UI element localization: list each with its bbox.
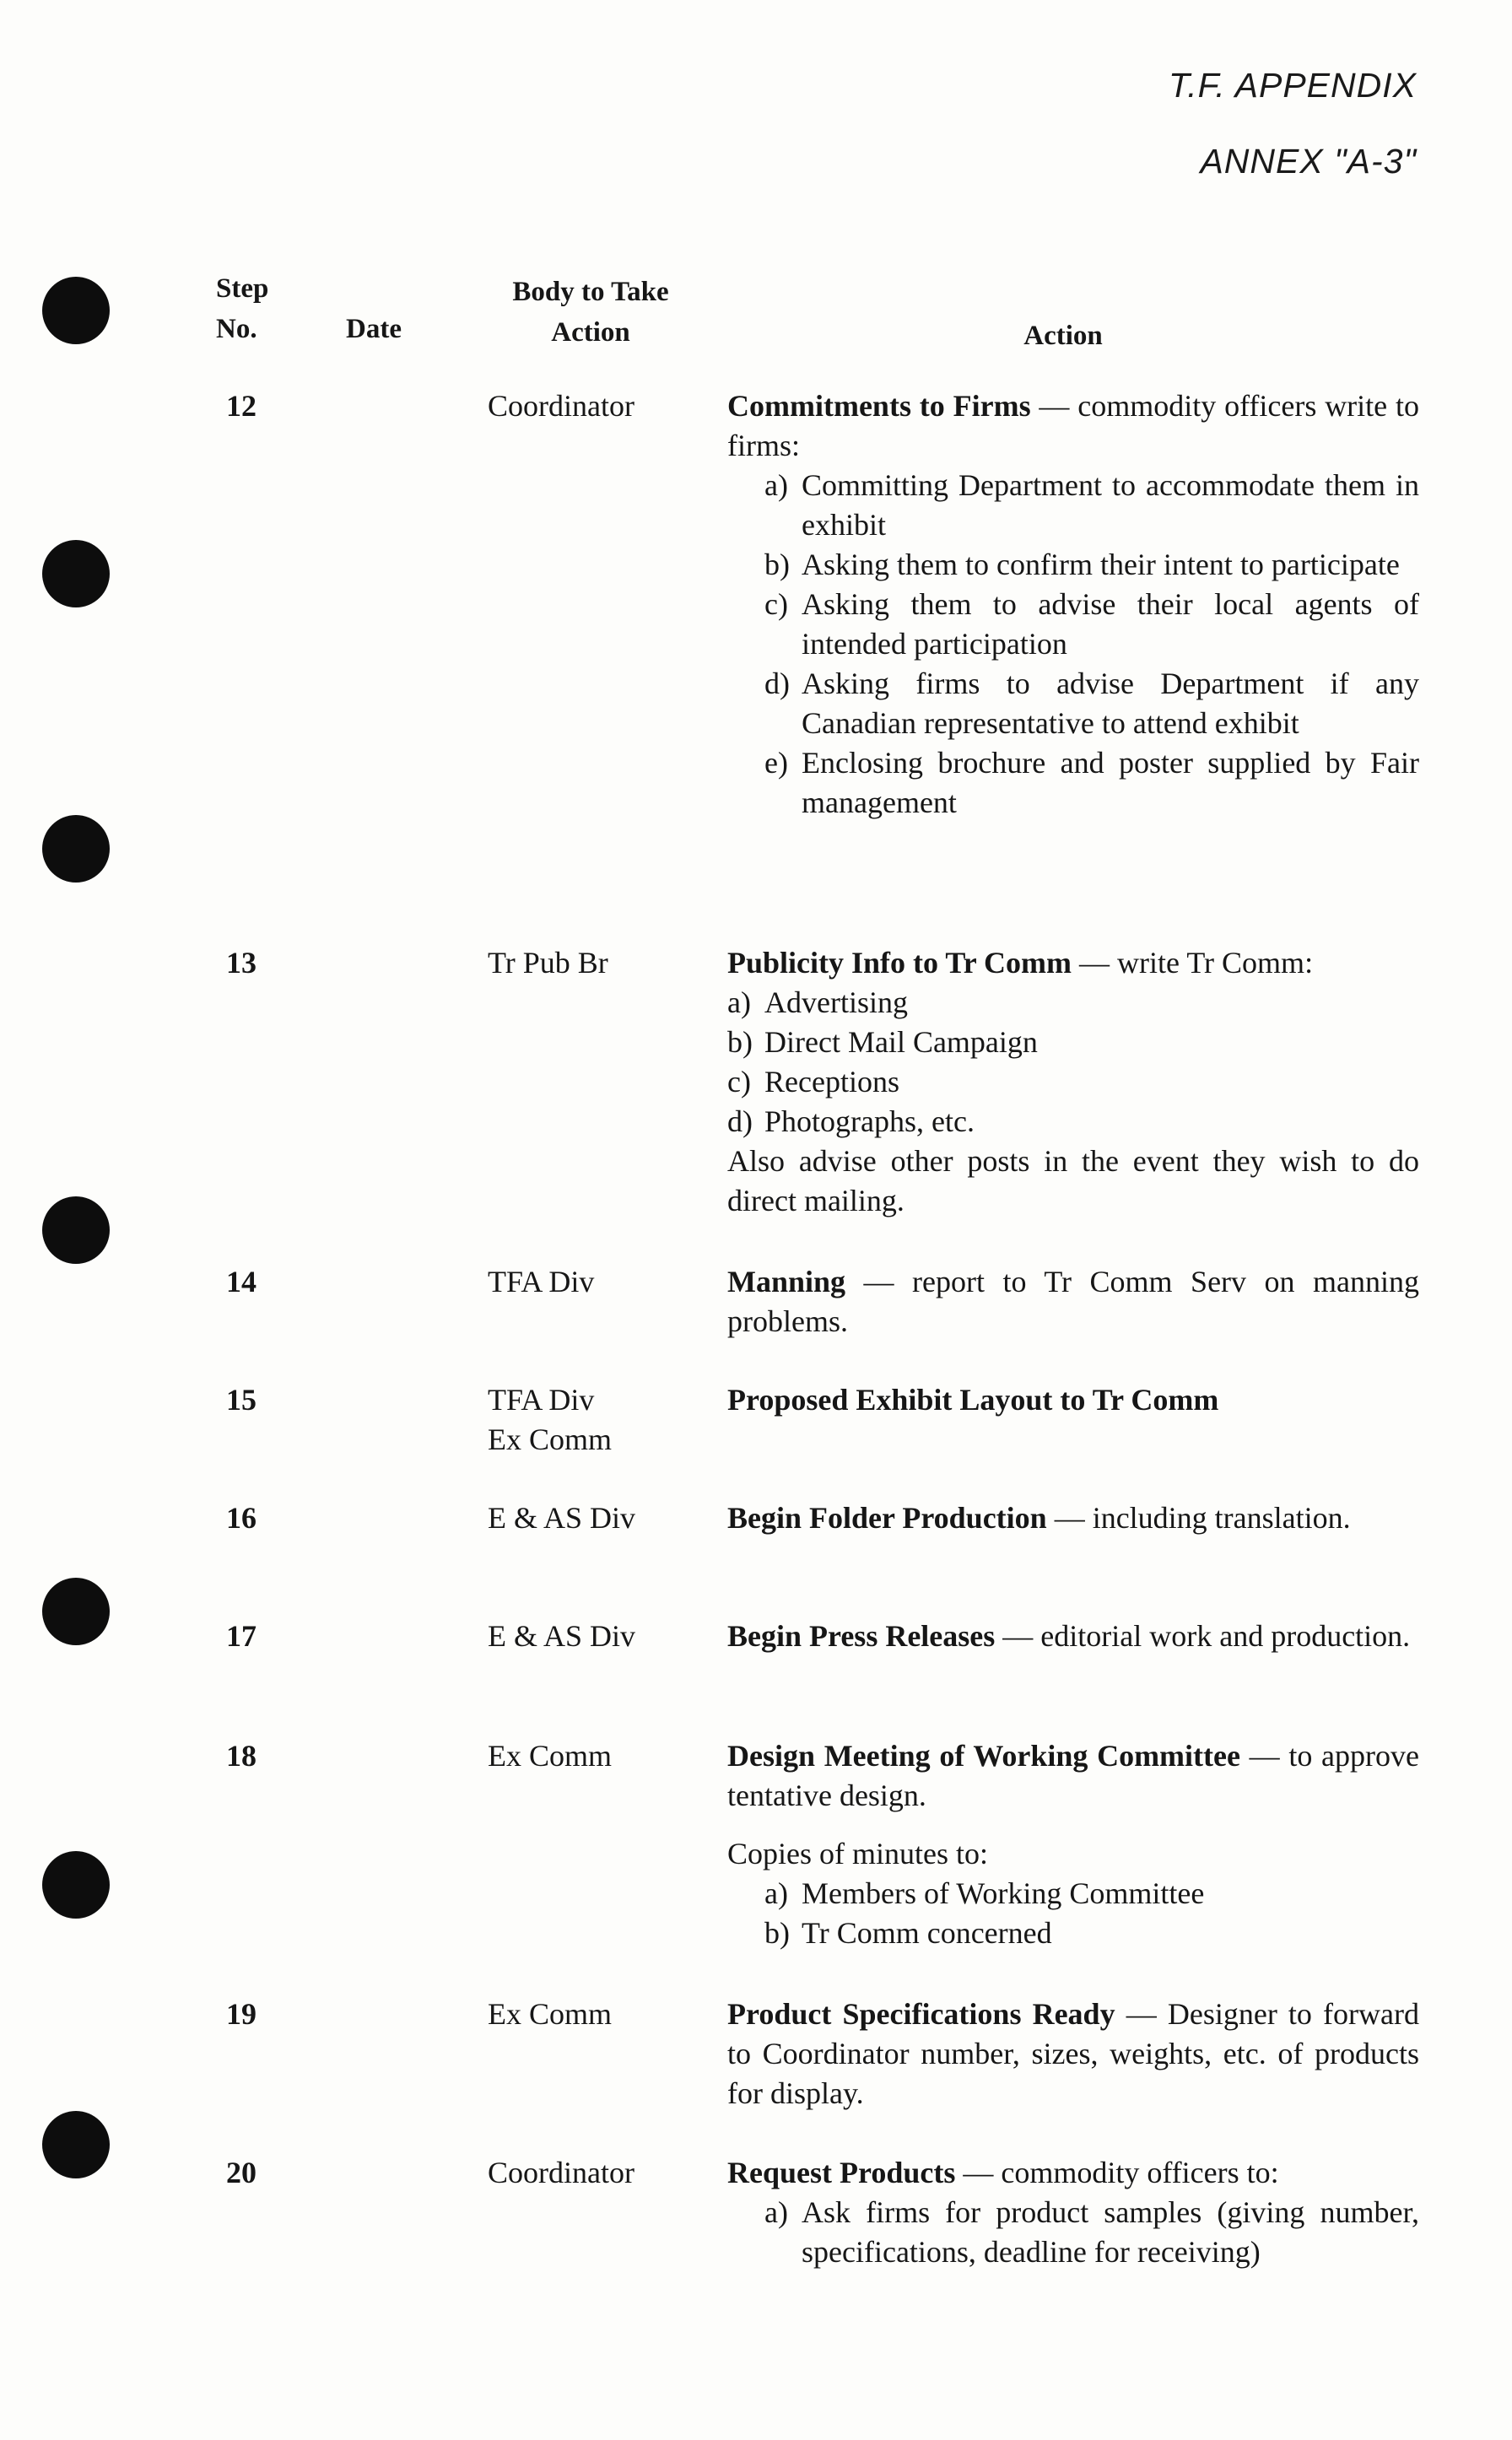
body-to-take-action: TFA Div <box>488 1265 595 1298</box>
binder-hole <box>42 1578 110 1645</box>
body-to-take-action: Ex Comm <box>488 1739 613 1773</box>
action-text: Design Meeting of Working Committee — to approve tentative design. Copies of minutes to: a) Members of Working Committee b) Tr Comm concerned <box>727 1736 1419 1953</box>
list-item: b) Tr Comm concerned <box>764 1916 1052 1950</box>
step-number: 15 <box>226 1383 256 1417</box>
list-item: b) Direct Mail Campaign <box>727 1025 1038 1059</box>
list-item: b) Asking them to confirm their intent to participate <box>764 548 1400 581</box>
column-header-date: Date <box>346 314 402 344</box>
list-item: d) Photographs, etc. <box>727 1104 975 1138</box>
list-item: c) Receptions <box>727 1065 899 1099</box>
list-item: a) Members of Working Committee <box>764 1876 1205 1910</box>
binder-hole <box>42 2111 110 2178</box>
step-number: 13 <box>226 946 256 980</box>
appendix-heading: T.F. APPENDIX <box>1168 66 1417 105</box>
list-item: a) Advertising <box>727 985 908 1019</box>
binder-hole <box>42 277 110 344</box>
list-item: a) Committing Department to accommodate them in exhibit <box>764 468 1419 542</box>
step-number: 17 <box>226 1619 256 1653</box>
action-text: Proposed Exhibit Layout to Tr Comm <box>727 1383 1219 1417</box>
step-number: 19 <box>226 1997 256 2031</box>
action-text: Product Specifications Ready — Designer to forward to Coordinator number, sizes, weights, etc. of products for display. <box>727 1997 1420 2110</box>
binder-hole <box>42 540 110 607</box>
action-text: Manning — report to Tr Comm Serv on manning problems. <box>727 1265 1419 1338</box>
binder-hole <box>42 815 110 883</box>
body-to-take-action: Coordinator <box>488 2156 634 2189</box>
column-header-action: Action <box>1023 321 1103 351</box>
step-number: 16 <box>226 1501 256 1535</box>
action-text: Begin Press Releases — editorial work and production. <box>727 1619 1411 1653</box>
body-to-take-action: E & AS Div <box>488 1501 636 1535</box>
step-number: 12 <box>226 389 256 423</box>
body-to-take-action: Coordinator <box>488 389 634 423</box>
step-number: 18 <box>226 1739 256 1773</box>
binder-hole <box>42 1851 110 1919</box>
action-text: Begin Folder Production — including translation. <box>727 1501 1351 1535</box>
annex-heading: ANNEX "A-3" <box>1200 142 1417 181</box>
list-item: a) Ask firms for product samples (giving number, specifications, deadline for receiving) <box>764 2195 1419 2269</box>
action-text: Publicity Info to Tr Comm — write Tr Comm: a) Advertising b) Direct Mail Campaign c) Receptions d) Photographs, etc. Also advise other posts in the event they wish to do direct mailing. <box>727 946 1419 1217</box>
list-item: e) Enclosing brochure and poster supplied by Fair management <box>764 746 1419 819</box>
body-to-take-action: E & AS Div <box>488 1619 636 1653</box>
action-text: Request Products — commodity officers to: a) Ask firms for product samples (giving number, specifications, deadline for receiving) <box>727 2153 1419 2272</box>
binder-hole <box>42 1196 110 1264</box>
step-number: 20 <box>226 2156 256 2189</box>
step-number: 14 <box>226 1265 256 1298</box>
column-header-body: Body to Take Action <box>512 277 669 348</box>
body-to-take-action: Ex Comm <box>488 1997 613 2031</box>
action-text: Commitments to Firms — commodity officers write to firms: a) Committing Department to accommodate them in exhibit b) Asking them to confirm their intent to participate c) Asking them to advise their local agents of intended participation d) Asking firms to advise Department if any Canadian representative to attend exhibit e) Enclosing brochure and poster supplied by Fair management <box>727 386 1419 823</box>
column-header-step: Step No. <box>216 273 269 344</box>
body-to-take-action: Tr Pub Br <box>488 946 608 980</box>
list-item: d) Asking firms to advise Department if any Canadian representative to attend exhibit <box>764 667 1419 740</box>
body-to-take-action: TFA Div Ex Comm <box>488 1383 613 1456</box>
list-item: c) Asking them to advise their local agents of intended participation <box>764 587 1419 661</box>
